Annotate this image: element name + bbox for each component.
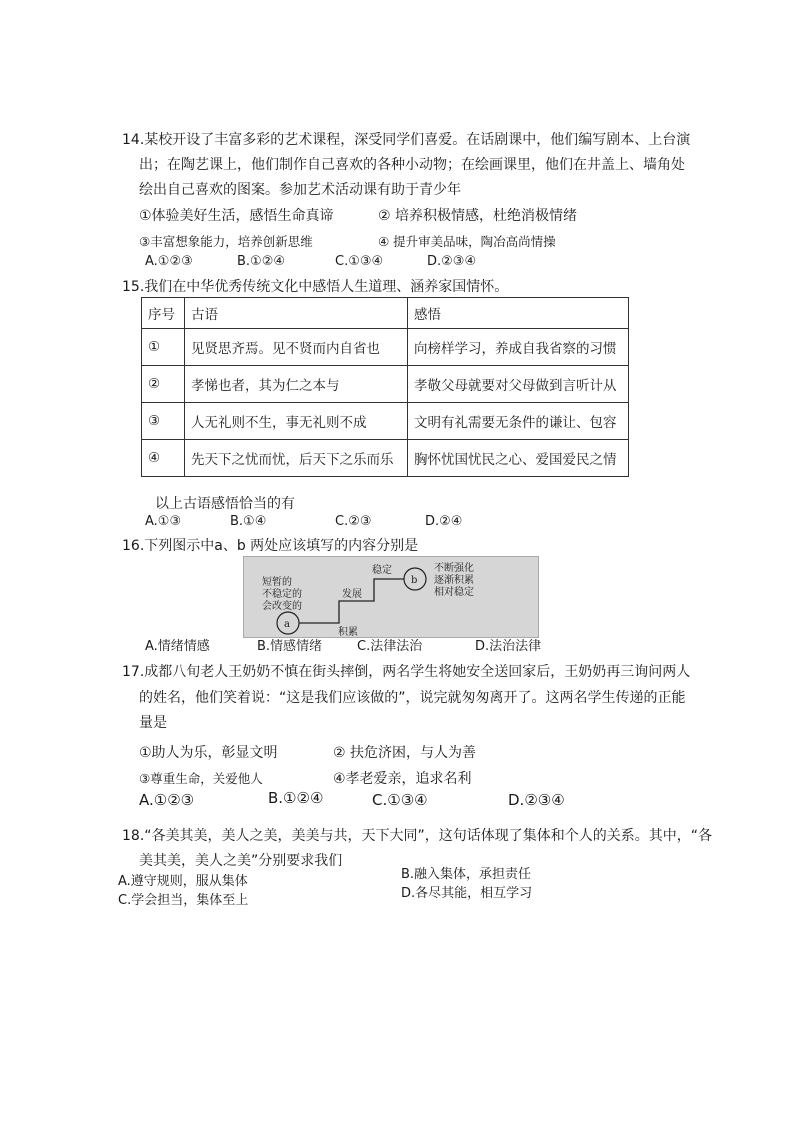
q18-line-1: 18.“各美其美，美人之美，美美与共，天下大同”，这句话体现了集体和个人的关系。其中，“各 [122, 828, 713, 844]
q17-choice-b[interactable]: B.①②④ [268, 789, 324, 807]
row-no: ② [142, 366, 185, 403]
table-row [142, 329, 629, 366]
q14-choice-d[interactable]: D.②③④ [427, 254, 477, 269]
table-header-row [142, 298, 629, 329]
q15-tail: 以上古语感悟恰当的有 [155, 496, 295, 512]
q14-item-3: ③丰富想象能力，培养创新思维 [139, 234, 313, 249]
header-no: 序号 [142, 298, 185, 329]
q17-item-2: ② 扶危济困，与人为善 [333, 745, 477, 761]
q16-diagram [243, 556, 539, 638]
row-saying: 人无礼则不生，事无礼则不成 [185, 403, 408, 440]
q14-line-2: 出；在陶艺课上，他们制作自己喜欢的各种小动物；在绘画课里，他们在井盖上、墙角处 [139, 157, 685, 173]
q15-choice-a[interactable]: A.①③ [145, 514, 182, 529]
label-b: b [411, 575, 418, 586]
q14-choice-c[interactable]: C.①③④ [335, 254, 384, 269]
q18-line-2: 美其美，美人之美”分别要求我们 [139, 853, 343, 869]
q15-choice-d[interactable]: D.②④ [425, 514, 463, 529]
step-3-label: 稳定 [372, 565, 392, 576]
left-text-1: 短暂的 [262, 577, 292, 588]
label-a: a [284, 619, 290, 630]
q16-stem: 16.下列图示中a、b 两处应该填写的内容分别是 [122, 538, 419, 554]
row-saying: 先天下之忧而忧，后天下之乐而乐 [185, 440, 408, 477]
right-text-2: 逐渐积累 [434, 575, 474, 586]
q17-line-2: 的姓名，他们笑着说：“这是我们应该做的”，说完就匆匆离开了。这两名学生传递的正能 [139, 690, 686, 706]
row-insight: 胸怀忧国忧民之心、爱国爱民之情 [408, 440, 629, 477]
left-text-3: 会改变的 [262, 601, 302, 612]
q15-choice-c[interactable]: C.②③ [335, 514, 372, 529]
q17-item-3: ③尊重生命，关爱他人 [139, 771, 263, 786]
q18-choice-b[interactable]: B.融入集体，承担责任 [401, 867, 532, 882]
q16-choice-b[interactable]: B.情感情绪 [257, 639, 323, 654]
q17-choice-a[interactable]: A.①②③ [139, 791, 195, 809]
q15-table [141, 297, 629, 477]
step-1-label: 积累 [338, 627, 358, 637]
row-no: ③ [142, 403, 185, 440]
q17-choice-d[interactable]: D.②③④ [508, 791, 565, 809]
q18-choice-d[interactable]: D.各尽其能，相互学习 [401, 886, 533, 901]
row-insight: 孝敬父母就要对父母做到言听计从 [408, 366, 629, 403]
q17-line-3: 量是 [139, 715, 167, 731]
q14-item-4: ④ 提升审美品味，陶冶高尚情操 [378, 234, 556, 249]
q17-item-1: ①助人为乐，彰显文明 [139, 745, 278, 761]
q15-choice-b[interactable]: B.①④ [230, 514, 267, 529]
q18-choice-a[interactable]: A.遵守规则，服从集体 [118, 874, 248, 889]
q16-choice-a[interactable]: A.情绪情感 [145, 639, 210, 654]
header-insight: 感悟 [408, 298, 629, 329]
q14-choice-b[interactable]: B.①②④ [237, 254, 286, 269]
q14-item-2: ② 培养积极情感，杜绝消极情绪 [378, 208, 578, 224]
staircase-diagram [244, 557, 538, 637]
row-insight: 向榜样学习，养成自我省察的习惯 [408, 329, 629, 366]
row-saying: 孝悌也者，其为仁之本与 [185, 366, 408, 403]
row-insight: 文明有礼需要无条件的谦让、包容 [408, 403, 629, 440]
staircase-line [299, 579, 404, 623]
right-text-1: 不断强化 [434, 563, 474, 574]
header-saying: 古语 [185, 298, 408, 329]
row-no: ① [142, 329, 185, 366]
q14-item-1: ①体验美好生活，感悟生命真谛 [139, 208, 334, 224]
right-text-3: 相对稳定 [434, 587, 474, 598]
step-2-label: 发展 [342, 589, 362, 600]
q14-line-1: 14.某校开设了丰富多彩的艺术课程，深受同学们喜爱。在话剧课中，他们编写剧本、上台演 [122, 132, 691, 148]
q18-choice-c[interactable]: C.学会担当，集体至上 [118, 893, 249, 908]
row-saying: 见贤思齐焉。见不贤而内自省也 [185, 329, 408, 366]
q17-line-1: 17.成都八旬老人王奶奶不慎在街头摔倒，两名学生将她安全送回家后，王奶奶再三询问两人 [122, 664, 691, 680]
q15-stem: 15.我们在中华优秀传统文化中感悟人生道理、涵养家国情怀。 [122, 279, 509, 295]
q16-choice-c[interactable]: C.法律法治 [357, 639, 423, 654]
left-text-2: 不稳定的 [262, 589, 302, 600]
q16-choice-d[interactable]: D.法治法律 [475, 639, 542, 654]
table-row [142, 403, 629, 440]
table-row [142, 366, 629, 403]
q17-choice-c[interactable]: C.①③④ [372, 791, 428, 809]
row-no: ④ [142, 440, 185, 477]
q14-line-3: 绘出自己喜欢的图案。参加艺术活动课有助于青少年 [139, 182, 461, 198]
q17-item-4: ④孝老爱亲，追求名利 [333, 771, 472, 787]
table-row [142, 440, 629, 477]
q14-choice-a[interactable]: A.①②③ [145, 254, 193, 269]
